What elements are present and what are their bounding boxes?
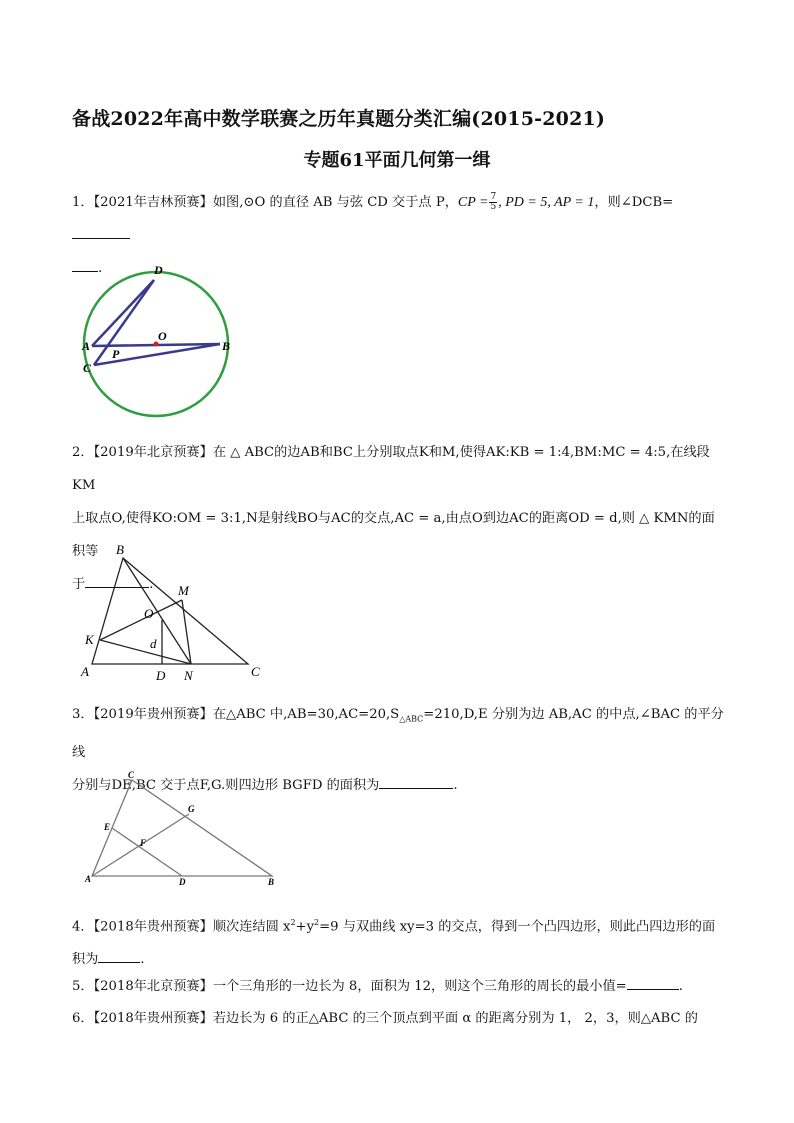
label-d: D bbox=[179, 877, 186, 887]
question-text: 上取点O,使得KO:OM = 3:1,N是射线BO与AC的交点,AC = a,由点O到边AC的距离OD = d,则 △ KMN的面积等 bbox=[72, 511, 715, 559]
punctuation: . bbox=[140, 952, 145, 968]
question-text: ，则∠DCB= bbox=[594, 195, 674, 210]
subscript: △ABC bbox=[399, 714, 424, 724]
question-5 bbox=[72, 970, 724, 1003]
question-number: 5． bbox=[72, 979, 94, 994]
chord-dc bbox=[94, 280, 154, 365]
answer-blank bbox=[379, 774, 453, 789]
label-g: G bbox=[188, 804, 195, 814]
superscript: 2 bbox=[314, 918, 320, 927]
question-6 bbox=[72, 1002, 724, 1035]
question-source: 【2018年北京预赛】 bbox=[93, 979, 213, 994]
label-d: D bbox=[154, 263, 163, 277]
punctuation: . bbox=[453, 777, 458, 793]
question-4 bbox=[72, 906, 724, 976]
question-text: 在△ABC 中,AB=30,AC=20,S bbox=[212, 707, 400, 722]
question-text: 顺次连结圆 x bbox=[212, 919, 291, 935]
question-text: 积为 bbox=[72, 952, 99, 968]
math-expression: CP = bbox=[457, 195, 489, 210]
question-text: 分别与DE,BC 交于点F,G.则四边形 BGFD 的面积为 bbox=[72, 777, 380, 793]
question-text: 在 △ ABC的边AB和BC上分别取点K和M,使得AK:KB = 1:4,BM:MC = 4:5,在线段KM bbox=[72, 445, 710, 493]
label-e: E bbox=[104, 822, 111, 832]
label-d: D bbox=[156, 668, 166, 682]
label-o: O bbox=[158, 329, 167, 343]
question-text: 如图,⊙O 的直径 AB 与弦 CD 交于点 P， bbox=[212, 195, 458, 210]
question-text: =210,D,E 分别为边 AB,AC 的中点,∠BAC 的平分线 bbox=[72, 707, 724, 760]
question-text: +y bbox=[295, 919, 315, 935]
label-c: C bbox=[83, 361, 92, 375]
question-number: 6． bbox=[72, 1011, 94, 1026]
label-m: M bbox=[178, 583, 189, 598]
figure-quadrilateral-bgfd bbox=[82, 768, 282, 888]
segment-mn bbox=[182, 600, 191, 664]
label-c: C bbox=[251, 664, 260, 679]
label-a: A bbox=[85, 874, 92, 884]
question-number: 4． bbox=[72, 919, 94, 935]
segment-km bbox=[100, 600, 182, 640]
segment-de bbox=[112, 828, 182, 876]
punctuation: . bbox=[98, 261, 103, 276]
label-d-distance: d bbox=[150, 636, 157, 651]
label-p: P bbox=[112, 347, 120, 361]
segment-da bbox=[92, 280, 154, 346]
fraction: $\frac{7}{5}$ bbox=[490, 192, 497, 212]
answer-blank bbox=[627, 975, 679, 990]
question-number: 2． bbox=[72, 445, 94, 460]
label-n: N bbox=[184, 668, 193, 682]
superscript: 2 bbox=[290, 918, 296, 927]
question-source: 【2019年贵州预赛】 bbox=[93, 707, 213, 722]
document-title: 备战2022年高中数学联赛之历年真题分类汇编(2015-2021) bbox=[72, 108, 606, 130]
question-source: 【2021年吉林预赛】 bbox=[93, 195, 213, 210]
label-b: B bbox=[116, 542, 124, 557]
question-source: 【2019年北京预赛】 bbox=[93, 445, 213, 460]
answer-blank bbox=[98, 948, 140, 963]
punctuation: . bbox=[678, 979, 683, 994]
question-number: 1． bbox=[72, 195, 94, 210]
question-source: 【2018年贵州预赛】 bbox=[93, 919, 213, 935]
triangle-abc bbox=[92, 780, 272, 876]
question-number: 3． bbox=[72, 707, 94, 722]
label-c: C bbox=[128, 770, 135, 780]
question-source: 【2018年贵州预赛】 bbox=[93, 1011, 213, 1026]
label-a: A bbox=[82, 339, 91, 353]
question-text: 于 bbox=[72, 577, 86, 592]
figure-triangle-kmn bbox=[78, 542, 278, 682]
label-o: O bbox=[144, 606, 154, 621]
question-text: 一个三角形的一边长为 8，面积为 12，则这个三角形的周长的最小值= bbox=[212, 979, 627, 994]
label-a: A bbox=[81, 664, 89, 679]
label-f: F bbox=[140, 838, 147, 848]
triangle-abc bbox=[92, 558, 248, 664]
label-k: K bbox=[85, 632, 94, 647]
question-text: 若边长为 6 的正△ABC 的三个顶点到平面 α 的距离分别为 1， 2，3，则△ABC 的 bbox=[212, 1011, 698, 1026]
document-subtitle: 专题61平面几何第一缉 bbox=[303, 150, 491, 171]
label-b: B bbox=[222, 339, 231, 353]
label-b: B bbox=[268, 877, 275, 887]
figure-circle bbox=[80, 260, 250, 420]
punctuation: . bbox=[149, 577, 154, 592]
question-text: =9 与双曲线 xy=3 的交点，得到一个凸四边形，则此凸四边形的面 bbox=[319, 919, 716, 935]
math-expression: , PD = 5, AP = 1 bbox=[498, 195, 595, 210]
answer-blank bbox=[72, 224, 130, 239]
